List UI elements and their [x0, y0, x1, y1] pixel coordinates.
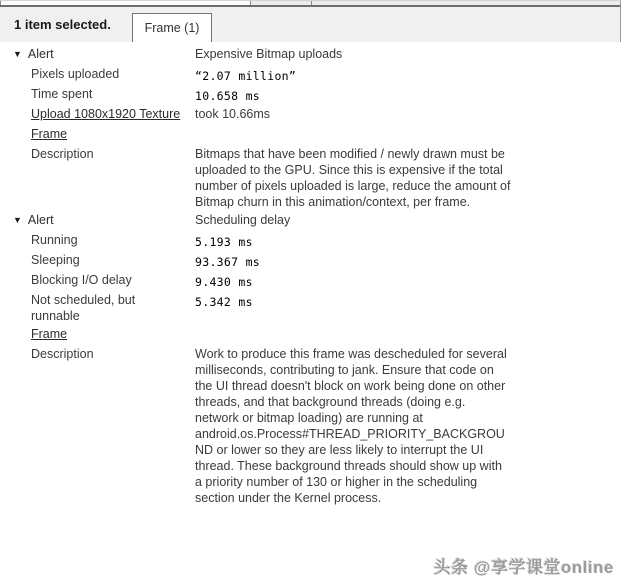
table-row [0, 250, 628, 270]
watermark: 头条 @享学课堂online [433, 558, 614, 577]
table-row [0, 124, 628, 144]
triangle-down-icon[interactable]: ▼ [13, 215, 22, 225]
description-text: Bitmaps that have been modified / newly drawn must be uploaded to the GPU. Since this is expensive if the total number of pixels uploaded is large, reduce the amount of Bitmap churn in this animation/context, per frame. [195, 147, 511, 209]
selection-header [0, 5, 621, 42]
row-value: “2.07 million” [195, 69, 297, 83]
table-row [0, 230, 628, 250]
description-text: Work to produce this frame was descheduled for several milliseconds, contributing to jank. Ensure that code on the UI thread doesn't block on work being done on other threads, and that background threads (doing e.g. network or bitmap loading) are running at android.os.Process#THREAD_PRIORITY_BACKGROUND or lower so they are less likely to interrupt the UI thread. These background threads should show up with a priority number of 130 or higher in the scheduling section under the Kernel process. [195, 347, 507, 505]
frame-link[interactable]: Frame [31, 327, 68, 341]
triangle-down-icon[interactable]: ▼ [13, 49, 22, 59]
row-value: 9.430 ms [195, 275, 253, 289]
row-label: Sleeping [31, 253, 80, 267]
selection-count-label: 1 item selected. [14, 17, 111, 32]
row-label: Time spent [31, 87, 93, 101]
upload-texture-link[interactable]: Upload 1080x1920 Texture [31, 107, 181, 121]
row-label: Blocking I/O delay [31, 273, 132, 287]
row-label: Running [31, 233, 78, 247]
table-row [0, 270, 628, 290]
table-row [0, 290, 628, 324]
row-label: Description [31, 147, 94, 161]
row-label: Description [31, 347, 94, 361]
table-row [0, 144, 628, 210]
tab-frame[interactable] [132, 13, 212, 42]
row-value: took 10.66ms [195, 107, 271, 121]
alert-label-text: Alert [27, 213, 54, 227]
row-value: 93.367 ms [195, 255, 261, 269]
alert-row [0, 44, 628, 64]
row-label: Not scheduled, but runnable [31, 293, 136, 323]
row-value [195, 124, 511, 126]
row-value: 5.193 ms [195, 235, 253, 249]
row-value [195, 324, 511, 326]
alert-title: Expensive Bitmap uploads [195, 47, 343, 61]
table-row [0, 104, 628, 124]
alert-expander[interactable] [0, 210, 195, 229]
row-value: 10.658 ms [195, 89, 261, 103]
row-label: Pixels uploaded [31, 67, 120, 81]
table-row [0, 84, 628, 104]
alert-row [0, 210, 628, 230]
table-row [0, 64, 628, 84]
alert-expander[interactable] [0, 44, 195, 63]
table-row [0, 324, 628, 344]
row-value: 5.342 ms [195, 295, 253, 309]
table-row [0, 344, 628, 506]
alert-details-table [0, 42, 628, 506]
frame-link[interactable]: Frame [31, 127, 68, 141]
alert-title: Scheduling delay [195, 213, 291, 227]
tab-frame-label: Frame (1) [144, 21, 200, 35]
alert-label-text: Alert [27, 47, 54, 61]
